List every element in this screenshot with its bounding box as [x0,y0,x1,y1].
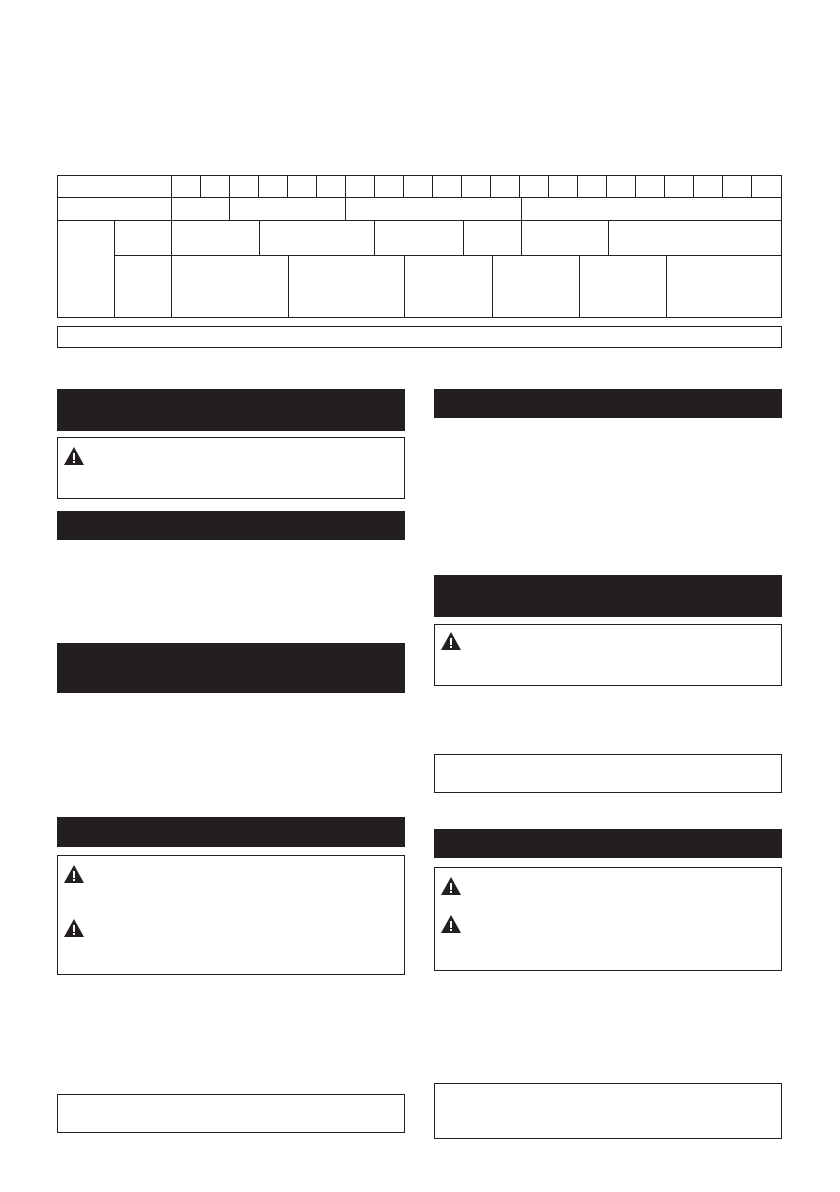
table-cell [230,198,346,221]
table-cell [289,256,405,317]
table-cell [260,221,375,256]
table-row1-label-cell [58,176,172,198]
table-cell [405,256,493,317]
warning-triangle-icon [440,631,462,651]
warning-triangle-icon [440,914,462,934]
table-note-box [57,326,782,348]
section-header-bar [434,575,782,617]
table-cell [493,256,580,317]
warning-box [434,624,782,686]
warning-box [434,867,782,971]
table-cell [667,256,781,317]
table-header-cell [491,176,520,198]
table-header-cell [636,176,665,198]
table-cell [609,221,781,256]
section-header-bar [57,817,405,847]
table-header-cell [346,176,375,198]
table-cell [375,221,464,256]
table-cell [522,198,781,221]
table-cell [464,221,522,256]
table-header-cell [520,176,549,198]
table-header-cell [230,176,259,198]
table-cell [346,198,522,221]
table-cell [580,256,667,317]
table-sublabel-cell [115,256,172,317]
table-header-cell [288,176,317,198]
table-cell [172,198,230,221]
note-box [434,754,782,793]
table-header-cell [549,176,578,198]
table-header-cell [433,176,462,198]
table-header-cell [665,176,694,198]
table-cell [172,221,260,256]
table-header-cell [375,176,404,198]
table-header-cell [462,176,491,198]
warning-box [57,855,405,975]
section-header-bar [434,829,782,858]
section-header-bar [434,389,782,418]
warning-triangle-icon [63,918,85,938]
warning-box [57,437,405,499]
table-header-cell [201,176,230,198]
table-cell [522,221,609,256]
table-row2-label-cell [58,198,172,221]
table-header-cell [752,176,781,198]
specification-table [57,175,782,318]
table-header-cell [607,176,636,198]
table-header-cell [172,176,201,198]
note-box [57,1094,405,1133]
table-header-cell [259,176,288,198]
note-box [434,1083,782,1139]
warning-triangle-icon [63,864,85,884]
section-header-bar [57,643,405,693]
warning-triangle-icon [63,446,85,466]
section-header-bar [57,389,405,431]
warning-triangle-icon [440,876,462,896]
table-sublabel-cell [115,221,172,256]
table-header-cell [723,176,752,198]
table-header-cell [694,176,723,198]
table-group-label-cell [58,221,115,317]
section-header-bar [57,511,405,540]
table-header-cell [404,176,433,198]
table-cell [172,256,289,317]
table-header-cell [317,176,346,198]
table-header-cell [578,176,607,198]
